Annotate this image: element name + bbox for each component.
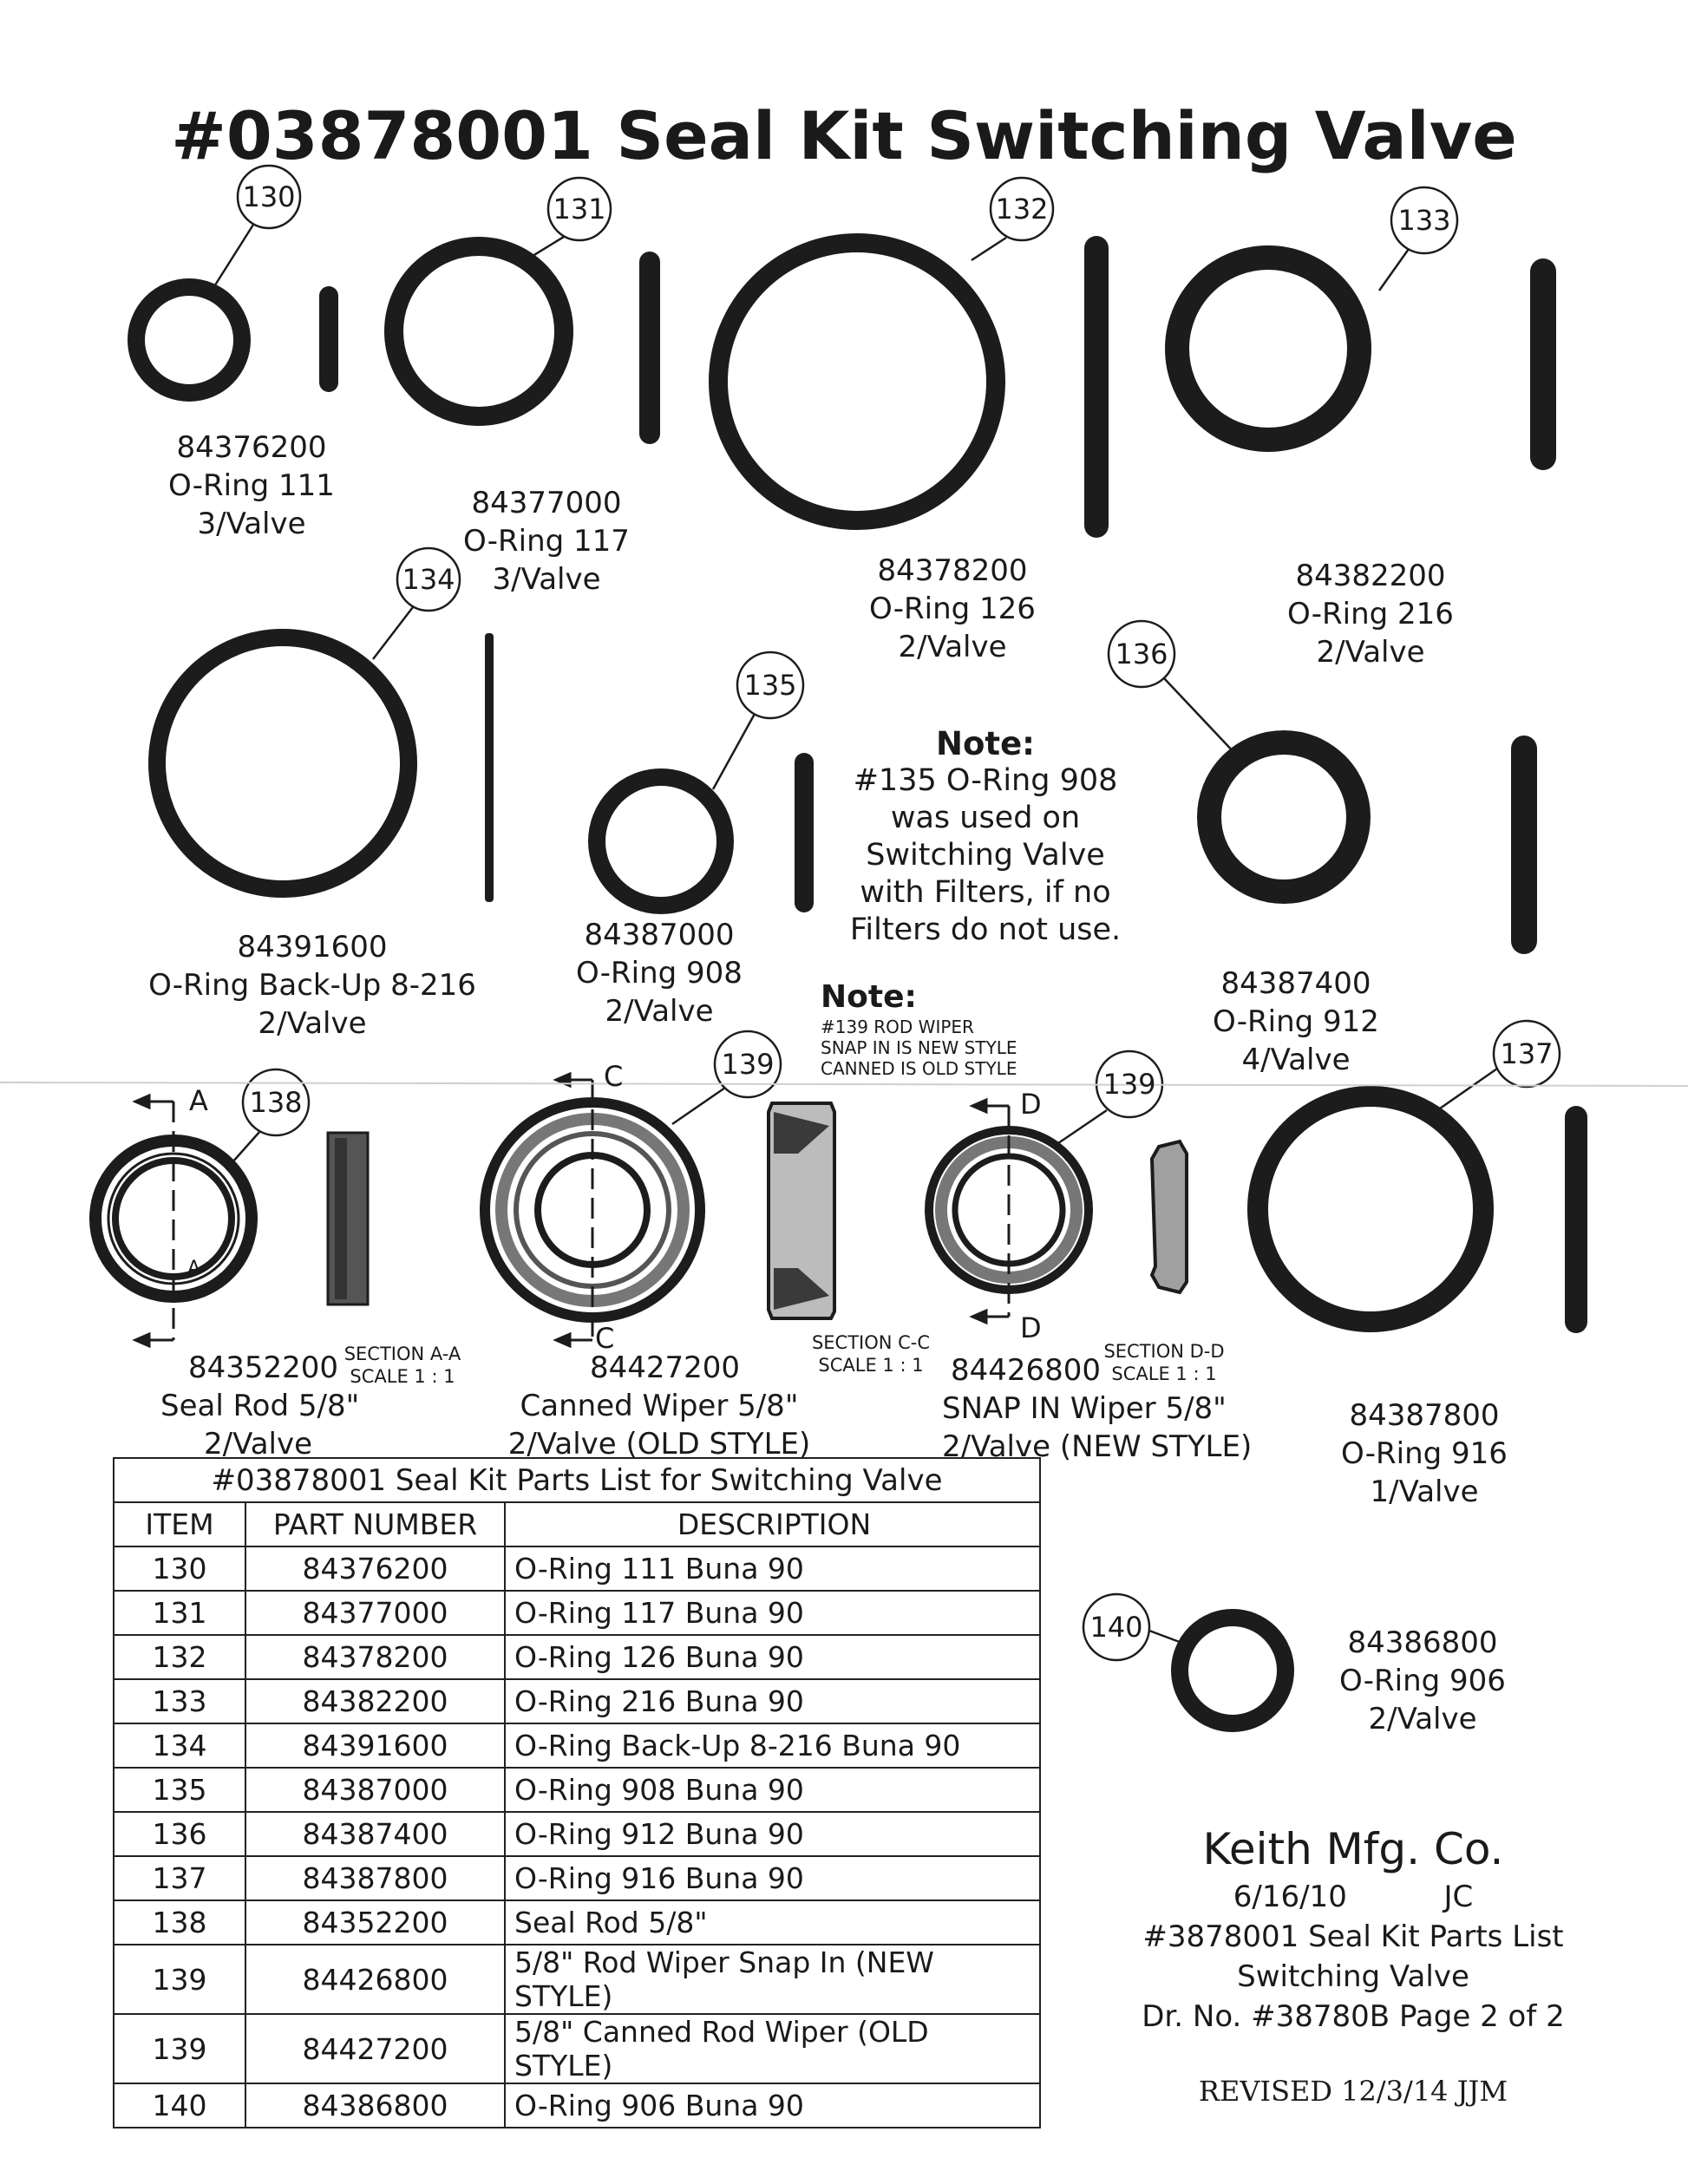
table-row [114,1546,1040,1591]
section-scale: SCALE 1 : 1 [1111,1363,1217,1384]
part-number-cell: 84426800 [245,1945,505,2014]
callout-135: 135 [743,669,797,702]
company-name: Keith Mfg. Co. [1202,1824,1504,1874]
document-title: #3878001 Seal Kit Parts List [1142,1919,1564,1954]
section-mark-d-top: D [1020,1088,1042,1121]
part-number-cell: 84427200 [245,2014,505,2083]
callout-130: 130 [242,180,296,213]
part-label-139-canned [503,1349,815,1463]
parts-list-table [113,1457,1041,2128]
part-number: 84386800 [1347,1625,1498,1660]
part-label-132 [840,552,1065,666]
item-cell: 136 [114,1812,245,1856]
header-description: DESCRIPTION [505,1502,1040,1546]
note-heading: Note: [821,979,917,1015]
item-cell: 130 [114,1546,245,1591]
part-name: O-Ring Back-Up 8-216 [148,968,476,1003]
description-cell: O-Ring 111 Buna 90 [505,1546,1040,1591]
page-number: Page 2 of 2 [1398,1999,1565,2034]
o-ring-133-section [1530,258,1556,470]
note-line: SNAP IN IS NEW STYLE [821,1037,1017,1058]
part-label-131 [434,484,659,598]
note-line: #135 O-Ring 908 [853,763,1118,798]
description-cell: O-Ring 908 Buna 90 [505,1768,1040,1812]
table-row [114,1635,1040,1679]
part-qty: 2/Valve (NEW STYLE) [942,1429,1253,1464]
note-139 [821,978,1029,1079]
part-name: O-Ring 916 [1341,1436,1508,1471]
date-line [1128,1877,1579,1917]
part-number: 84377000 [471,486,622,520]
table-row [114,1900,1040,1945]
o-ring-131 [394,246,564,416]
callout-133: 133 [1397,204,1451,237]
table-row [114,1723,1040,1768]
o-ring-137 [1258,1096,1483,1322]
part-name: O-Ring 117 [463,524,630,559]
part-number: 84352200 [188,1350,339,1385]
part-label-137 [1312,1396,1537,1511]
table-row [114,2083,1040,2128]
callout-138: 138 [249,1086,303,1119]
note-line: #139 ROD WIPER [821,1017,974,1037]
drawing-date: 6/16/10 [1233,1880,1347,1914]
snap-in-wiper-139-section [1152,1141,1187,1292]
part-number-cell: 84387800 [245,1856,505,1900]
description-cell: O-Ring 916 Buna 90 [505,1856,1040,1900]
item-cell: 137 [114,1856,245,1900]
note-line: with Filters, if no [860,875,1111,910]
description-cell: O-Ring 906 Buna 90 [505,2083,1040,2128]
part-name: O-Ring 111 [168,468,335,503]
callout-132: 132 [995,193,1049,226]
o-ring-130 [136,287,242,393]
part-label-136 [1183,964,1409,1079]
part-number: 84426800 [951,1353,1102,1388]
part-number: 84387400 [1220,966,1371,1001]
item-cell: 138 [114,1900,245,1945]
note-line: Filters do not use. [849,912,1122,947]
description-cell: O-Ring 117 Buna 90 [505,1591,1040,1635]
part-label-135 [546,916,772,1030]
callout-134: 134 [402,563,455,596]
description-cell: 5/8" Rod Wiper Snap In (NEW STYLE) [505,1945,1040,2014]
part-number-cell: 84377000 [245,1591,505,1635]
revision-note: REVISED 12/3/14 JJM [1198,2075,1508,2108]
part-qty: 3/Valve [197,507,306,541]
part-qty: 2/Valve [605,994,714,1029]
part-label-140 [1310,1624,1535,1738]
page-title: #03878001 Seal Kit Switching Valve [171,97,1517,174]
part-number-cell: 84387000 [245,1768,505,1812]
section-name: SECTION A-A [343,1344,461,1364]
section-mark-d-bottom: D [1020,1311,1042,1344]
section-mark-c-bottom: C [595,1322,615,1355]
description-cell: O-Ring Back-Up 8-216 Buna 90 [505,1723,1040,1768]
callout-139-snap-in: 139 [1102,1068,1156,1101]
section-scale: SCALE 1 : 1 [350,1366,455,1387]
callout-139-canned: 139 [721,1048,775,1081]
table-row [114,1856,1040,1900]
part-qty: 2/Valve [258,1006,367,1041]
part-number: 84387800 [1349,1398,1500,1433]
description-cell: Seal Rod 5/8" [505,1900,1040,1945]
note-line: CANNED IS OLD STYLE [821,1058,1017,1079]
section-d-d-label [1095,1340,1233,1385]
part-number: 84382200 [1295,559,1446,593]
item-cell: 134 [114,1723,245,1768]
part-number: 84376200 [176,430,327,465]
part-qty: 2/Valve [1316,635,1425,670]
callout-136: 136 [1115,638,1168,670]
part-qty: 2/Valve [1368,1702,1477,1736]
callout-140: 140 [1089,1611,1143,1644]
part-label-138 [160,1349,360,1463]
part-qty: 1/Valve [1370,1475,1479,1509]
part-qty: 2/Valve [898,630,1007,664]
item-cell: 140 [114,2083,245,2128]
item-cell: 133 [114,1679,245,1723]
part-name: SNAP IN Wiper 5/8" [942,1391,1227,1426]
back-up-ring-134-section [485,633,494,902]
o-ring-140 [1180,1618,1286,1723]
part-number-cell: 84391600 [245,1723,505,1768]
o-ring-135-section [795,753,814,912]
table-row [114,2014,1040,2083]
part-number: 84378200 [877,553,1028,588]
part-name: O-Ring 126 [869,592,1036,626]
table-row [114,1591,1040,1635]
part-name: Canned Wiper 5/8" [520,1389,799,1423]
table-row [114,1945,1040,2014]
part-qty: 2/Valve (OLD STYLE) [507,1427,811,1461]
table-row [114,1812,1040,1856]
part-number-cell: 84382200 [245,1679,505,1723]
o-ring-135 [597,777,725,906]
note-heading: Note: [936,725,1035,762]
table-header-row [114,1502,1040,1546]
part-name: Seal Rod 5/8" [160,1389,360,1423]
section-scale: SCALE 1 : 1 [818,1355,924,1376]
part-qty: 3/Valve [492,562,601,597]
part-label-134 [139,928,486,1043]
part-number-cell: 84387400 [245,1812,505,1856]
note-line: Switching Valve [866,838,1105,873]
o-ring-136-section [1511,736,1537,954]
o-ring-132-section [1084,236,1109,538]
callout-137: 137 [1500,1037,1554,1070]
part-name: O-Ring 908 [576,956,743,991]
part-label-133 [1258,557,1483,671]
section-mark-a-bottom: A [187,1258,201,1279]
table-row [114,1679,1040,1723]
description-cell: O-Ring 126 Buna 90 [505,1635,1040,1679]
section-mark-a-top: A [189,1084,208,1117]
o-ring-136 [1209,742,1358,892]
note-135 [847,725,1124,949]
description-cell: 5/8" Canned Rod Wiper (OLD STYLE) [505,2014,1040,2083]
part-number: 84387000 [584,918,735,952]
description-cell: O-Ring 912 Buna 90 [505,1812,1040,1856]
o-ring-133 [1177,258,1359,440]
section-a-a-label [333,1343,472,1388]
part-qty: 2/Valve [204,1427,313,1461]
drawn-by: JC [1443,1880,1474,1914]
note-line: was used on [890,801,1081,835]
part-number-cell: 84378200 [245,1635,505,1679]
part-number-cell: 84376200 [245,1546,505,1591]
description-cell: O-Ring 216 Buna 90 [505,1679,1040,1723]
table-row [114,1768,1040,1812]
back-up-ring-134 [157,638,409,889]
table-caption: #03878001 Seal Kit Parts List for Switching Valve [114,1458,1040,1502]
o-ring-132 [718,243,996,520]
section-name: SECTION C-C [811,1332,931,1353]
item-cell: 139 [114,2014,245,2083]
drawing-line [1128,1997,1579,2037]
part-number: 84427200 [590,1350,741,1385]
part-name: O-Ring 906 [1339,1664,1506,1698]
item-cell: 132 [114,1635,245,1679]
part-number-cell: 84352200 [245,1900,505,1945]
o-ring-137-section [1565,1106,1587,1333]
section-c-c-label [801,1331,940,1376]
drawing-number: Dr. No. #38780B [1142,1999,1390,2034]
item-cell: 131 [114,1591,245,1635]
o-ring-130-section [319,286,338,392]
o-ring-131-section [639,252,660,444]
seal-rod-138-section [328,1133,368,1305]
item-cell: 135 [114,1768,245,1812]
part-qty: 4/Valve [1241,1043,1351,1077]
item-cell: 139 [114,1945,245,2014]
header-item: ITEM [114,1502,245,1546]
section-mark-c-top: C [604,1060,624,1093]
header-part-number: PART NUMBER [245,1502,505,1546]
part-number-cell: 84386800 [245,2083,505,2128]
part-name: O-Ring 912 [1213,1004,1379,1039]
part-name: O-Ring 216 [1287,597,1454,631]
title-block [1128,1821,1579,2037]
callout-131: 131 [553,193,606,226]
section-name: SECTION D-D [1103,1341,1225,1362]
part-label-130 [139,428,364,543]
document-subject: Switching Valve [1237,1959,1469,1994]
part-number: 84391600 [237,930,388,964]
